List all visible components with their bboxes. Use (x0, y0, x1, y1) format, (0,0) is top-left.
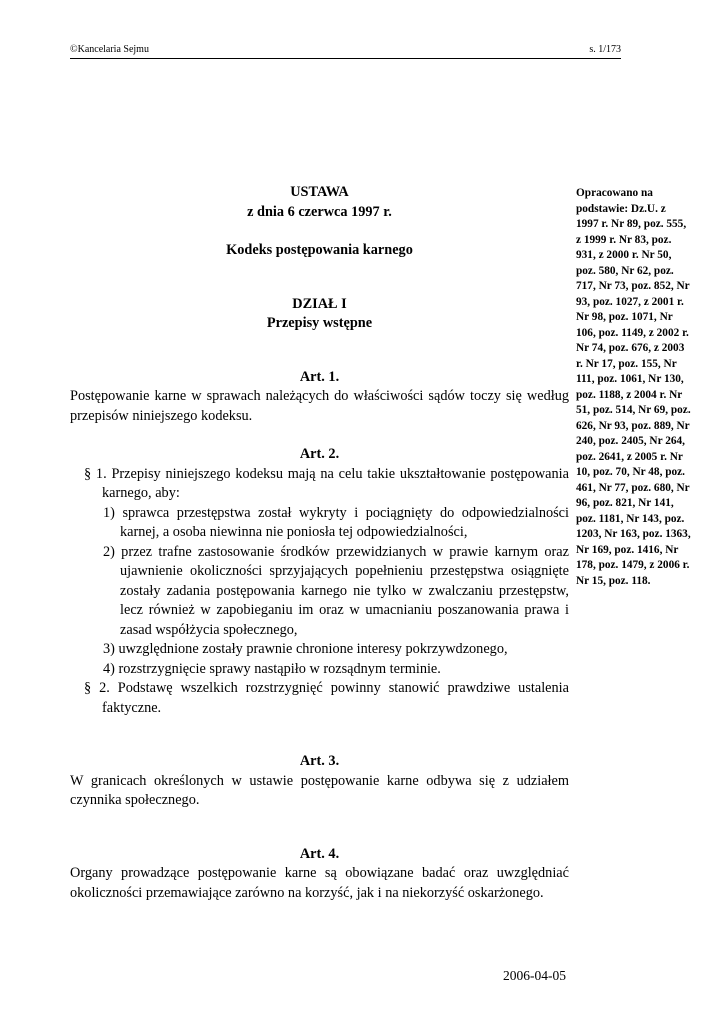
division-label: DZIAŁ I (292, 295, 347, 312)
division-title: Przepisy wstępne (266, 315, 373, 331)
art1-heading: Art. 1. (299, 368, 340, 385)
header-publisher: ©Kancelaria Sejmu (70, 44, 149, 55)
art1-text: Postępowanie karne w sprawach należących do właściwości sądów toczy się według przepisów niniejszego kodeksu. (70, 388, 569, 424)
document-date: 2006-04-05 (503, 968, 566, 983)
art2-item-4: 4) rozstrzygnięcie sprawy nastąpiło w rozsądnym terminie. (103, 660, 441, 677)
act-type: USTAWA (290, 184, 349, 200)
art2-item-2: 2) przez trafne zastosowanie środków przewidzianych w prawie karnym oraz ujawnienie okoliczności sprzyjających popełnieniu przestępstwa osiągnięte zostały zadania postępowania karnego nie tylko w zwalczaniu przestępstw, lecz również w zapobieganiu im oraz w umacnianiu poszanowania prawa i zasad współżycia społecznego, (103, 543, 569, 638)
act-date: z dnia 6 czerwca 1997 r. (247, 203, 392, 220)
page-header (70, 44, 621, 59)
art2-item-3: 3) uwzględnione zostały prawnie chronione interesy pokrzywdzonego, (103, 641, 508, 657)
art4-heading: Art. 4. (299, 845, 340, 862)
art2-paragraph-2: § 2. Podstawę wszelkich rozstrzygnięć powinny stanowić prawdziwe ustalenia faktyczne. (84, 680, 569, 716)
source-note: Opracowano na podstawie: Dz.U. z 1997 r. Nr 89, poz. 555, z 1999 r. Nr 83, poz. 931, z 2000 r. Nr 50, poz. 580, Nr 62, poz. 717, Nr 73, poz. 852, Nr 93, poz. 1027, z 2001 r. Nr 98, poz. 1071, Nr 106, poz. 1149, z 2002 r. Nr 74, poz. 676, z 2003 r. Nr 17, poz. 155, Nr 111, poz. 1061, Nr 130, poz. 1188, z 2004 r. Nr 51, poz. 514, Nr 69, poz. 626, Nr 93, poz. 889, Nr 240, poz. 2405, Nr 264, poz. 2641, z 2005 r. Nr 10, poz. 70, Nr 48, poz. 461, Nr 77, poz. 680, Nr 96, poz. 821, Nr 141, poz. 1181, Nr 143, poz. 1203, Nr 163, poz. 1363, Nr 169, poz. 1416, Nr 178, poz. 1479, z 2006 r. Nr 15, poz. 118. (576, 187, 691, 587)
art3-heading: Art. 3. (299, 753, 340, 769)
art4-text: Organy prowadzące postępowanie karne są obowiązane badać oraz uwzględniać okoliczności przemawiające zarówno na korzyść, jak i na niekorzyść oskarżonego. (70, 865, 569, 901)
page-number: s. 1/173 (589, 44, 621, 55)
act-title: Kodeks postępowania karnego (226, 242, 413, 258)
art2-paragraph-1: § 1. Przepisy niniejszego kodeksu mają na celu takie ukształtowanie postępowania karnego, aby: (84, 465, 569, 501)
document-body (70, 183, 569, 903)
art2-item-1: 1) sprawca przestępstwa został wykryty i pociągnięty do odpowiedzialności karnej, a osoba niewinna nie poniosła tej odpowiedzialności, (103, 504, 569, 540)
art2-heading: Art. 2. (299, 446, 340, 462)
art3-text: W granicach określonych w ustawie postępowanie karne odbywa się z udziałem czynnika społecznego. (70, 772, 569, 808)
